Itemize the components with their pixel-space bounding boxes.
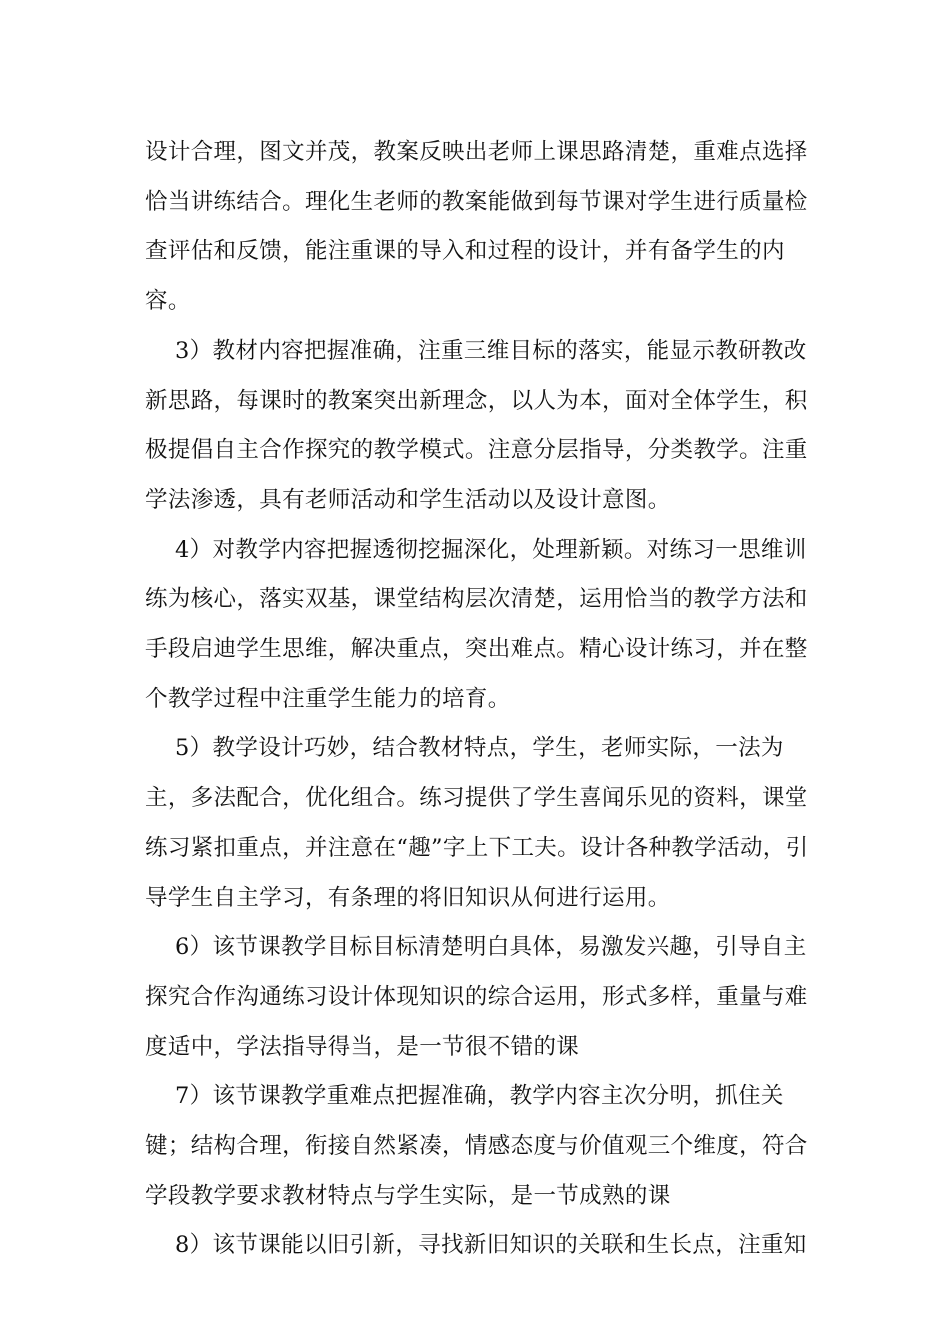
paragraph-item-3: 3）教材内容把握准确，注重三维目标的落实，能显示教研教改新思路，每课时的教案突出新理念，以人为本，面对全体学生，积极提倡自主合作探究的教学模式。注意分层指导，分类教学。注重学法渗透，具有老师活动和学生活动以及设计意图。 <box>145 337 808 513</box>
paragraph-item-5: 5）教学设计巧妙，结合教材特点，学生，老师实际，一法为主，多法配合，优化组合。练习提供了学生喜闻乐见的资料，课堂练习紧扣重点，并注意在“趣”字上下工夫。设计各种教学活动，引导学生自主学习，有条理的将旧知识从何进行运用。 <box>145 735 809 911</box>
paragraph-item-7: 7）该节课教学重难点把握准确，教学内容主次分明，抓住关键；结构合理，衔接自然紧凑，情感态度与价值观三个维度，符合学段教学要求教材特点与学生实际，是一节成熟的课 <box>145 1083 808 1209</box>
paragraph-item-8: 8）该节课能以旧引新，寻找新旧知识的关联和生长点，注重知 <box>145 1232 807 1259</box>
body-text <box>145 128 815 1271</box>
paragraph-item-6: 6）该节课教学目标目标清楚明白具体，易激发兴趣，引导自主探究合作沟通练习设计体现知识的综合运用，形式多样，重量与难度适中，学法指导得当，是一节很不错的课 <box>145 934 808 1060</box>
paragraph-continued: 设计合理，图文并茂，教案反映出老师上课思路清楚，重难点选择恰当讲练结合。理化生老师的教案能做到每节课对学生进行质量检查评估和反馈，能注重课的导入和过程的设计，并有备学生的内容。 <box>145 139 808 315</box>
paragraph-item-4: 4）对教学内容把握透彻挖掘深化，处理新颖。对练习一思维训练为核心，落实双基，课堂结构层次清楚，运用恰当的教学方法和手段启迪学生思维，解决重点，突出难点。精心设计练习，并在整个教学过程中注重学生能力的培育。 <box>145 536 808 712</box>
